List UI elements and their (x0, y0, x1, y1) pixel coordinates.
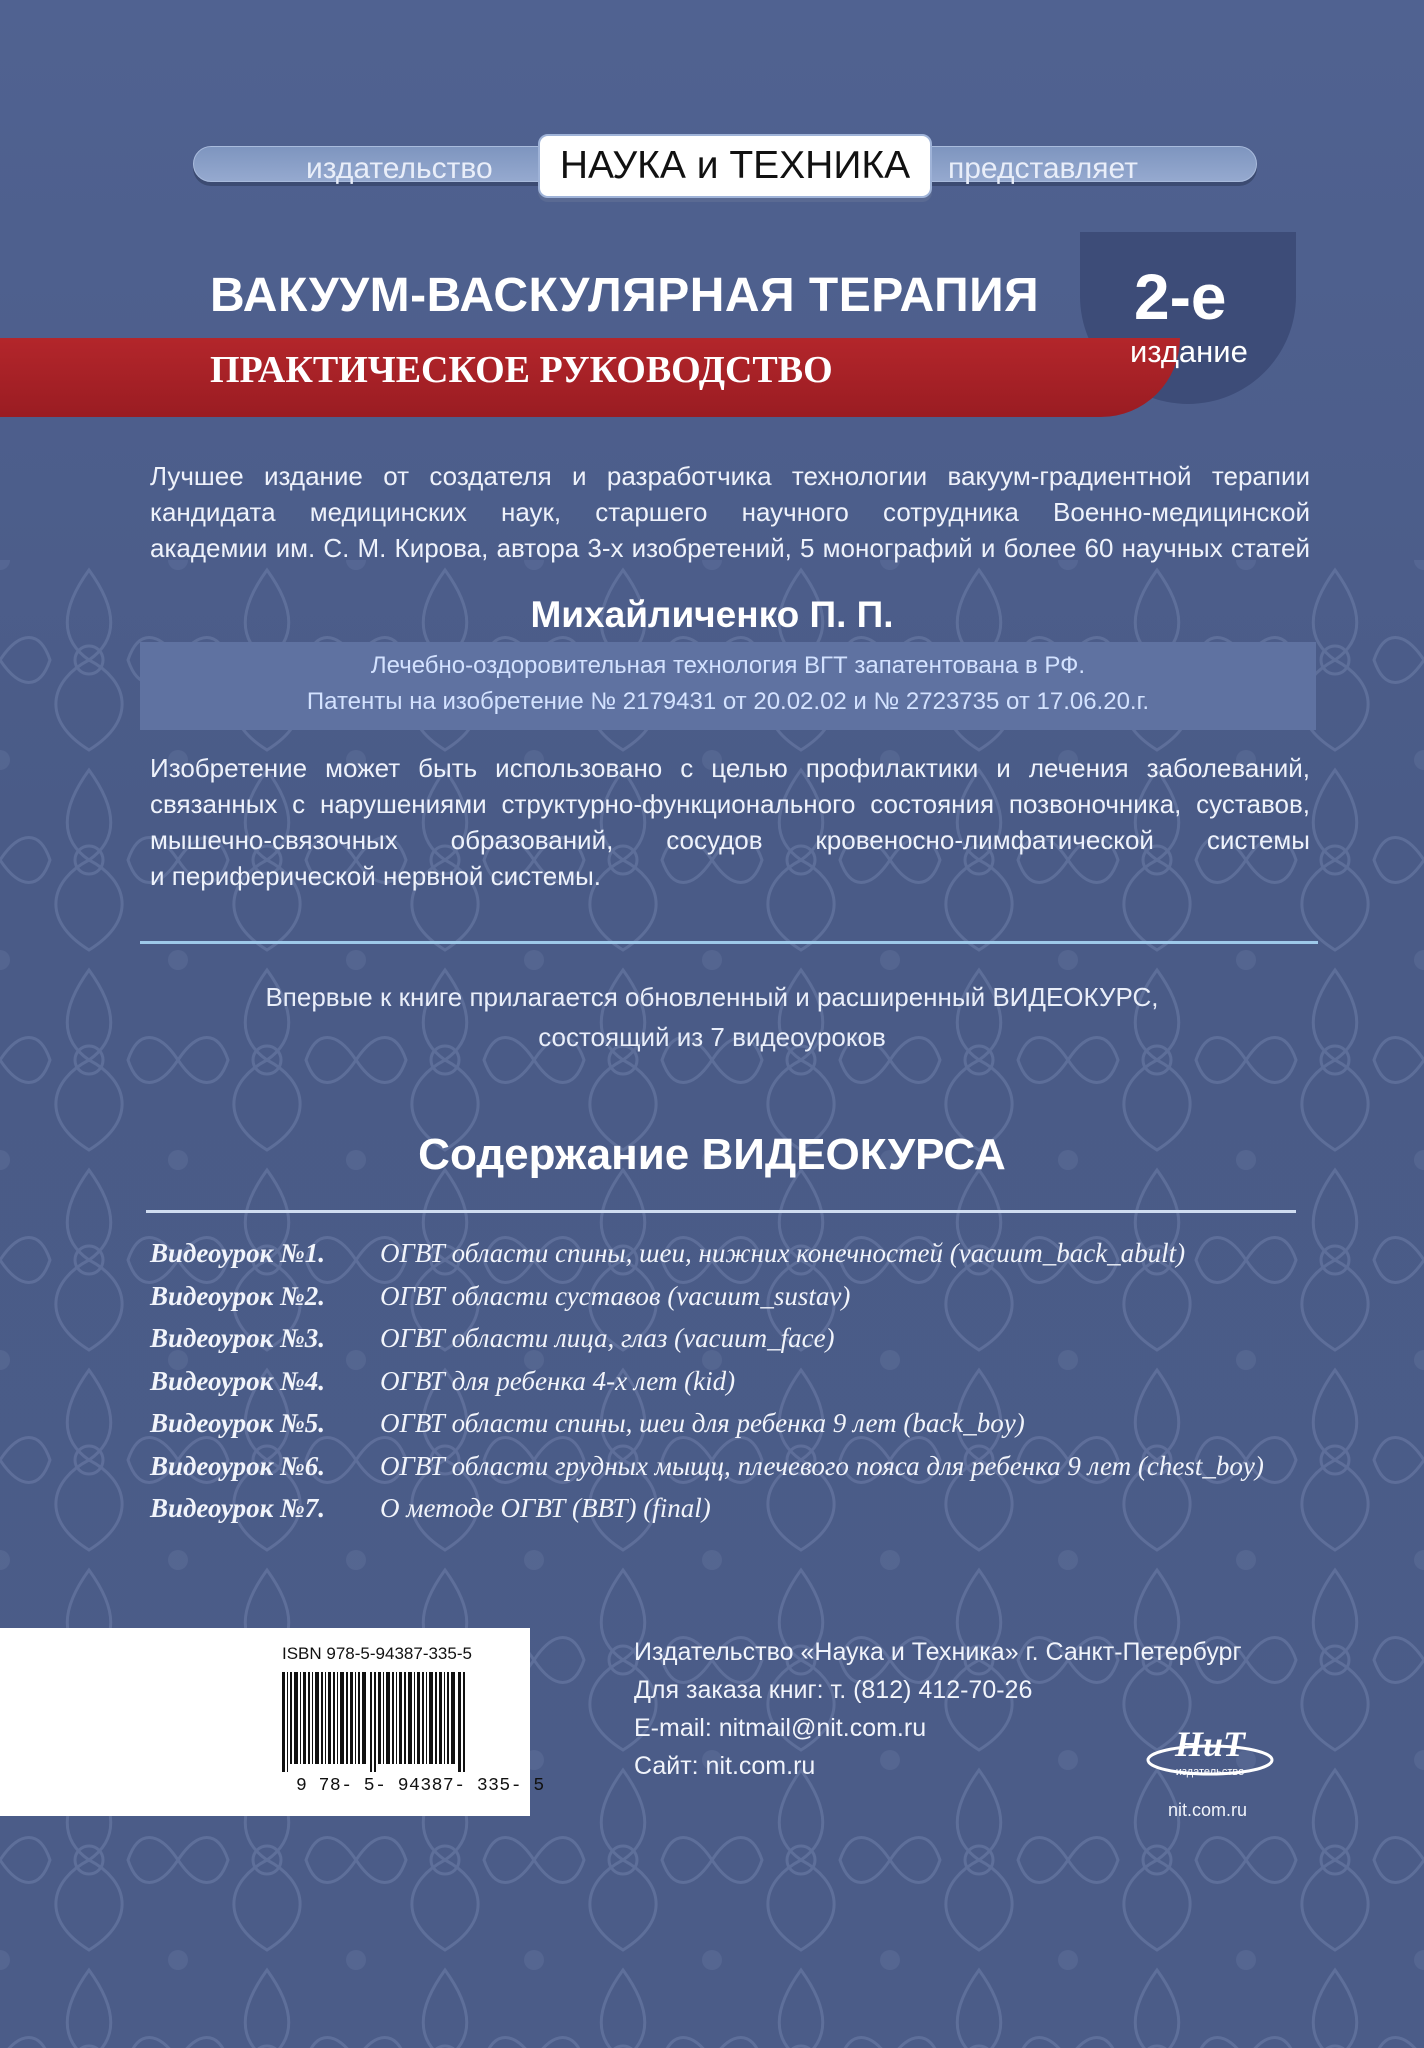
publisher-banner-left: издательство (306, 152, 493, 185)
lesson-number: Видеоурок №7. (150, 1493, 326, 1523)
patent-box (140, 642, 1316, 730)
lesson-description: ОГВТ области грудных мыщц, плечевого пояса для ребенка 9 лет (chest_boy) (380, 1450, 1264, 1481)
contact-publisher: Издательство «Наука и Техника» г. Санкт-Петербург (634, 1638, 1242, 1666)
nit-logo-icon (1145, 1724, 1275, 1780)
edition-word: издание (1130, 334, 1248, 369)
lesson-description: ОГВТ области суставов (vacuum_sustav) (380, 1280, 851, 1311)
contact-email: E-mail: nitmail@nit.com.ru (634, 1714, 927, 1742)
intro-line-3: академии им. С. М. Кирова, автора 3-х изобретений, 5 монографий и более 60 научных статей (150, 533, 1310, 563)
author-name: Михайличенко П. П. (530, 594, 894, 635)
book-subtitle: ПРАКТИЧЕСКОЕ РУКОВОДСТВО (210, 349, 833, 391)
section-divider (140, 941, 1318, 944)
lesson-description: ОГВТ области спины, шеи, нижних конечностей (vacuum_back_abult) (380, 1238, 1186, 1268)
intro-line-2: кандидата медицинских наук, старшего научного сотрудника Военно-медицинской (150, 497, 1310, 527)
contents-divider (146, 1210, 1296, 1213)
lesson-description: ОГВТ области спины, шеи для ребенка 9 лет (back_boy) (380, 1408, 1025, 1438)
publisher-name: НАУКА и ТЕХНИКА (538, 134, 932, 198)
logo-site: nit.com.ru (1168, 1800, 1248, 1820)
videocourse-line-1: Впервые к книге прилагается обновленный и расширенный ВИДЕОКУРС, (265, 982, 1159, 1012)
lesson-number: Видеоурок №4. (150, 1365, 326, 1396)
lesson-description: О методе ОГВТ (ВВТ) (final) (380, 1493, 711, 1523)
publisher-banner (193, 140, 1255, 198)
isbn-label: ISBN 978-5-94387-335-5 (282, 1644, 472, 1663)
description-line-1: Изобретение может быть использовано с целью профилактики и лечения заболеваний, (150, 753, 1310, 783)
barcode-icon (282, 1672, 468, 1772)
edition-number: 2-е (1134, 261, 1227, 333)
contents-title: Содержание ВИДЕОКУРСА (418, 1130, 1006, 1179)
contact-phone: Для заказа книг: т. (812) 412-70-26 (634, 1676, 1033, 1704)
intro-line-1: Лучшее издание от создателя и разработчика технологии вакуум-градиентной терапии (150, 461, 1310, 491)
isbn-digits: 9 78- 5- 94387- 335- 5 (296, 1776, 545, 1796)
logo-text: НиТ (1174, 1724, 1246, 1764)
lesson-number: Видеоурок №1. (150, 1238, 326, 1268)
book-title: ВАКУУМ-ВАСКУЛЯРНАЯ ТЕРАПИЯ (210, 269, 1040, 322)
contact-site: Сайт: nit.com.ru (634, 1752, 816, 1780)
publisher-banner-right: представляет (948, 152, 1138, 185)
videocourse-line-2: состоящий из 7 видеоуроков (538, 1022, 886, 1052)
lesson-description: ОГВТ для ребенка 4-х лет (kid) (380, 1365, 736, 1396)
description-line-2: связанных с нарушениями структурно-функционального состояния позвоночника, суставов, (150, 789, 1310, 819)
lesson-description: ОГВТ области лица, глаз (vacuum_face) (380, 1323, 835, 1353)
description-line-3: мышечно-связочных образований, сосудов кровеносно-лимфатической системы (150, 825, 1310, 855)
lesson-number: Видеоурок №5. (150, 1408, 326, 1438)
patent-line-1: Лечебно-оздоровительная технология ВГТ запатентована в РФ. (370, 652, 1086, 679)
description-line-4: и периферической нервной системы. (150, 861, 602, 891)
lesson-number: Видеоурок №6. (150, 1450, 326, 1481)
patent-line-2: Патенты на изобретение № 2179431 от 20.02.02 и № 2723735 от 17.06.20.г. (306, 688, 1150, 715)
lesson-number: Видеоурок №3. (150, 1323, 326, 1353)
lesson-number: Видеоурок №2. (150, 1280, 326, 1311)
logo-subtext: издательство (1175, 1766, 1245, 1778)
